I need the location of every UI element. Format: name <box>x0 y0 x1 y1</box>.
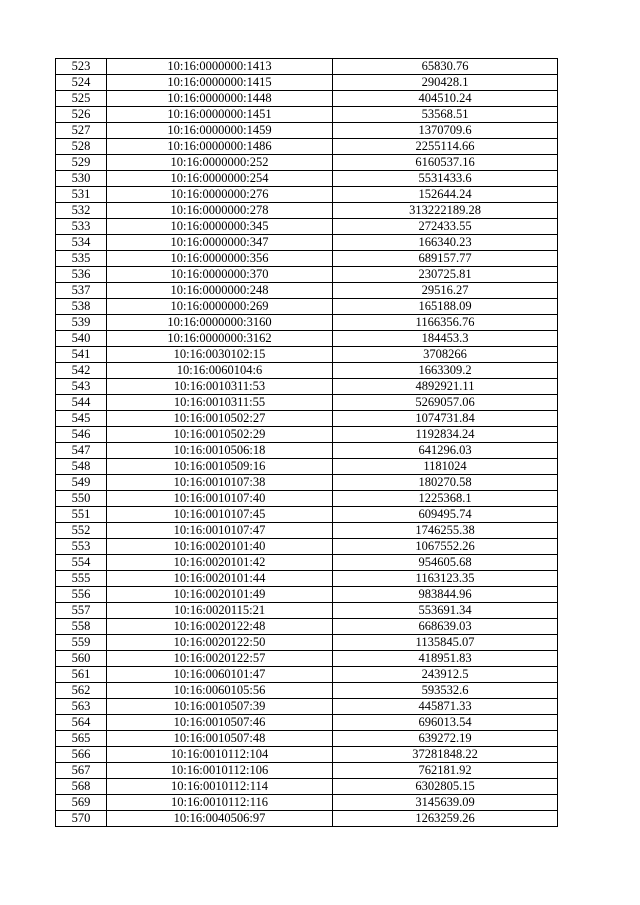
table-row <box>56 379 558 395</box>
row-number-cell: 547 <box>56 443 107 459</box>
row-number-cell: 543 <box>56 379 107 395</box>
row-number-cell: 546 <box>56 427 107 443</box>
value-cell: 668639.03 <box>333 619 558 635</box>
table-row <box>56 619 558 635</box>
table-row <box>56 411 558 427</box>
value-cell: 5269057.06 <box>333 395 558 411</box>
table-row <box>56 763 558 779</box>
table-row <box>56 699 558 715</box>
cadastral-number-cell: 10:16:0010502:27 <box>107 411 333 427</box>
value-cell: 1067552.26 <box>333 539 558 555</box>
table-row <box>56 331 558 347</box>
table-row <box>56 283 558 299</box>
cadastral-number-cell: 10:16:0010506:18 <box>107 443 333 459</box>
cadastral-number-cell: 10:16:0010107:40 <box>107 491 333 507</box>
cadastral-number-cell: 10:16:0010107:45 <box>107 507 333 523</box>
cadastral-number-cell: 10:16:0000000:276 <box>107 187 333 203</box>
value-cell: 1192834.24 <box>333 427 558 443</box>
table-row <box>56 123 558 139</box>
row-number-cell: 570 <box>56 811 107 827</box>
table-row <box>56 171 558 187</box>
row-number-cell: 556 <box>56 587 107 603</box>
cadastral-number-cell: 10:16:0000000:345 <box>107 219 333 235</box>
table-row <box>56 571 558 587</box>
value-cell: 404510.24 <box>333 91 558 107</box>
row-number-cell: 532 <box>56 203 107 219</box>
cadastral-number-cell: 10:16:0000000:3160 <box>107 315 333 331</box>
cadastral-number-cell: 10:16:0000000:370 <box>107 267 333 283</box>
table-row <box>56 107 558 123</box>
cadastral-number-cell: 10:16:0040506:97 <box>107 811 333 827</box>
row-number-cell: 528 <box>56 139 107 155</box>
row-number-cell: 552 <box>56 523 107 539</box>
table-row <box>56 139 558 155</box>
row-number-cell: 540 <box>56 331 107 347</box>
value-cell: 553691.34 <box>333 603 558 619</box>
cadastral-number-cell: 10:16:0000000:254 <box>107 171 333 187</box>
row-number-cell: 562 <box>56 683 107 699</box>
value-cell: 639272.19 <box>333 731 558 747</box>
value-cell: 37281848.22 <box>333 747 558 763</box>
table-row <box>56 811 558 827</box>
table-row <box>56 75 558 91</box>
row-number-cell: 523 <box>56 59 107 75</box>
cadastral-number-cell: 10:16:0000000:1451 <box>107 107 333 123</box>
value-cell: 6160537.16 <box>333 155 558 171</box>
value-cell: 1746255.38 <box>333 523 558 539</box>
value-cell: 230725.81 <box>333 267 558 283</box>
table-row <box>56 507 558 523</box>
table-row <box>56 539 558 555</box>
table-row <box>56 363 558 379</box>
cadastral-number-cell: 10:16:0000000:3162 <box>107 331 333 347</box>
cadastral-number-cell: 10:16:0000000:1486 <box>107 139 333 155</box>
value-cell: 5531433.6 <box>333 171 558 187</box>
table-row <box>56 747 558 763</box>
row-number-cell: 559 <box>56 635 107 651</box>
value-cell: 1074731.84 <box>333 411 558 427</box>
cadastral-number-cell: 10:16:0060105:56 <box>107 683 333 699</box>
row-number-cell: 531 <box>56 187 107 203</box>
row-number-cell: 551 <box>56 507 107 523</box>
row-number-cell: 539 <box>56 315 107 331</box>
cadastral-number-cell: 10:16:0000000:347 <box>107 235 333 251</box>
table-row <box>56 715 558 731</box>
cadastral-number-cell: 10:16:0010502:29 <box>107 427 333 443</box>
table-row <box>56 395 558 411</box>
cadastral-value-table <box>55 58 558 827</box>
row-number-cell: 524 <box>56 75 107 91</box>
table-row <box>56 683 558 699</box>
cadastral-number-cell: 10:16:0030102:15 <box>107 347 333 363</box>
cadastral-number-cell: 10:16:0020122:48 <box>107 619 333 635</box>
cadastral-number-cell: 10:16:0010507:46 <box>107 715 333 731</box>
cadastral-number-cell: 10:16:0010509:16 <box>107 459 333 475</box>
value-cell: 313222189.28 <box>333 203 558 219</box>
row-number-cell: 536 <box>56 267 107 283</box>
row-number-cell: 554 <box>56 555 107 571</box>
value-cell: 2255114.66 <box>333 139 558 155</box>
cadastral-number-cell: 10:16:0010311:53 <box>107 379 333 395</box>
cadastral-number-cell: 10:16:0000000:269 <box>107 299 333 315</box>
table-row <box>56 91 558 107</box>
row-number-cell: 567 <box>56 763 107 779</box>
value-cell: 6302805.15 <box>333 779 558 795</box>
value-cell: 184453.3 <box>333 331 558 347</box>
cadastral-number-cell: 10:16:0010507:48 <box>107 731 333 747</box>
value-cell: 272433.55 <box>333 219 558 235</box>
table-row <box>56 347 558 363</box>
table-body <box>56 59 558 827</box>
cadastral-number-cell: 10:16:0010112:104 <box>107 747 333 763</box>
value-cell: 1663309.2 <box>333 363 558 379</box>
table-row <box>56 603 558 619</box>
table-row <box>56 475 558 491</box>
value-cell: 3145639.09 <box>333 795 558 811</box>
table-row <box>56 187 558 203</box>
cadastral-number-cell: 10:16:0010112:106 <box>107 763 333 779</box>
value-cell: 3708266 <box>333 347 558 363</box>
cadastral-number-cell: 10:16:0010112:114 <box>107 779 333 795</box>
value-cell: 1181024 <box>333 459 558 475</box>
value-cell: 165188.09 <box>333 299 558 315</box>
value-cell: 593532.6 <box>333 683 558 699</box>
value-cell: 290428.1 <box>333 75 558 91</box>
table-row <box>56 795 558 811</box>
value-cell: 1166356.76 <box>333 315 558 331</box>
value-cell: 166340.23 <box>333 235 558 251</box>
cadastral-number-cell: 10:16:0000000:1448 <box>107 91 333 107</box>
row-number-cell: 535 <box>56 251 107 267</box>
row-number-cell: 530 <box>56 171 107 187</box>
cadastral-number-cell: 10:16:0020101:42 <box>107 555 333 571</box>
row-number-cell: 538 <box>56 299 107 315</box>
cadastral-number-cell: 10:16:0020122:50 <box>107 635 333 651</box>
table-row <box>56 459 558 475</box>
value-cell: 696013.54 <box>333 715 558 731</box>
row-number-cell: 560 <box>56 651 107 667</box>
cadastral-number-cell: 10:16:0000000:278 <box>107 203 333 219</box>
row-number-cell: 534 <box>56 235 107 251</box>
value-cell: 418951.83 <box>333 651 558 667</box>
value-cell: 152644.24 <box>333 187 558 203</box>
table-row <box>56 251 558 267</box>
value-cell: 1370709.6 <box>333 123 558 139</box>
table-row <box>56 59 558 75</box>
value-cell: 954605.68 <box>333 555 558 571</box>
value-cell: 609495.74 <box>333 507 558 523</box>
row-number-cell: 537 <box>56 283 107 299</box>
table-row <box>56 635 558 651</box>
table-row <box>56 203 558 219</box>
table-row <box>56 235 558 251</box>
value-cell: 762181.92 <box>333 763 558 779</box>
table-row <box>56 219 558 235</box>
value-cell: 1225368.1 <box>333 491 558 507</box>
row-number-cell: 561 <box>56 667 107 683</box>
row-number-cell: 553 <box>56 539 107 555</box>
value-cell: 1163123.35 <box>333 571 558 587</box>
cadastral-number-cell: 10:16:0000000:1459 <box>107 123 333 139</box>
value-cell: 445871.33 <box>333 699 558 715</box>
cadastral-number-cell: 10:16:0020101:49 <box>107 587 333 603</box>
cadastral-number-cell: 10:16:0000000:1415 <box>107 75 333 91</box>
value-cell: 180270.58 <box>333 475 558 491</box>
row-number-cell: 545 <box>56 411 107 427</box>
row-number-cell: 525 <box>56 91 107 107</box>
cadastral-number-cell: 10:16:0010107:47 <box>107 523 333 539</box>
row-number-cell: 548 <box>56 459 107 475</box>
row-number-cell: 526 <box>56 107 107 123</box>
row-number-cell: 544 <box>56 395 107 411</box>
table-row <box>56 491 558 507</box>
row-number-cell: 564 <box>56 715 107 731</box>
row-number-cell: 563 <box>56 699 107 715</box>
table-row <box>56 443 558 459</box>
table-row <box>56 267 558 283</box>
cadastral-number-cell: 10:16:0010112:116 <box>107 795 333 811</box>
value-cell: 243912.5 <box>333 667 558 683</box>
cadastral-number-cell: 10:16:0000000:356 <box>107 251 333 267</box>
row-number-cell: 569 <box>56 795 107 811</box>
value-cell: 29516.27 <box>333 283 558 299</box>
table-row <box>56 667 558 683</box>
value-cell: 53568.51 <box>333 107 558 123</box>
cadastral-number-cell: 10:16:0020122:57 <box>107 651 333 667</box>
cadastral-number-cell: 10:16:0020101:44 <box>107 571 333 587</box>
row-number-cell: 527 <box>56 123 107 139</box>
table-row <box>56 523 558 539</box>
row-number-cell: 557 <box>56 603 107 619</box>
value-cell: 4892921.11 <box>333 379 558 395</box>
table-row <box>56 651 558 667</box>
table-row <box>56 731 558 747</box>
row-number-cell: 565 <box>56 731 107 747</box>
cadastral-number-cell: 10:16:0010107:38 <box>107 475 333 491</box>
row-number-cell: 568 <box>56 779 107 795</box>
cadastral-number-cell: 10:16:0000000:252 <box>107 155 333 171</box>
value-cell: 983844.96 <box>333 587 558 603</box>
table-row <box>56 299 558 315</box>
row-number-cell: 541 <box>56 347 107 363</box>
table-row <box>56 779 558 795</box>
cadastral-number-cell: 10:16:0020101:40 <box>107 539 333 555</box>
row-number-cell: 529 <box>56 155 107 171</box>
table-row <box>56 155 558 171</box>
row-number-cell: 549 <box>56 475 107 491</box>
cadastral-number-cell: 10:16:0000000:248 <box>107 283 333 299</box>
row-number-cell: 542 <box>56 363 107 379</box>
cadastral-number-cell: 10:16:0060101:47 <box>107 667 333 683</box>
table-row <box>56 427 558 443</box>
cadastral-number-cell: 10:16:0010507:39 <box>107 699 333 715</box>
row-number-cell: 558 <box>56 619 107 635</box>
cadastral-number-cell: 10:16:0000000:1413 <box>107 59 333 75</box>
row-number-cell: 550 <box>56 491 107 507</box>
cadastral-number-cell: 10:16:0020115:21 <box>107 603 333 619</box>
row-number-cell: 566 <box>56 747 107 763</box>
value-cell: 65830.76 <box>333 59 558 75</box>
table-row <box>56 315 558 331</box>
row-number-cell: 555 <box>56 571 107 587</box>
value-cell: 689157.77 <box>333 251 558 267</box>
value-cell: 1135845.07 <box>333 635 558 651</box>
value-cell: 641296.03 <box>333 443 558 459</box>
table-row <box>56 555 558 571</box>
row-number-cell: 533 <box>56 219 107 235</box>
value-cell: 1263259.26 <box>333 811 558 827</box>
cadastral-number-cell: 10:16:0060104:6 <box>107 363 333 379</box>
table-row <box>56 587 558 603</box>
cadastral-number-cell: 10:16:0010311:55 <box>107 395 333 411</box>
